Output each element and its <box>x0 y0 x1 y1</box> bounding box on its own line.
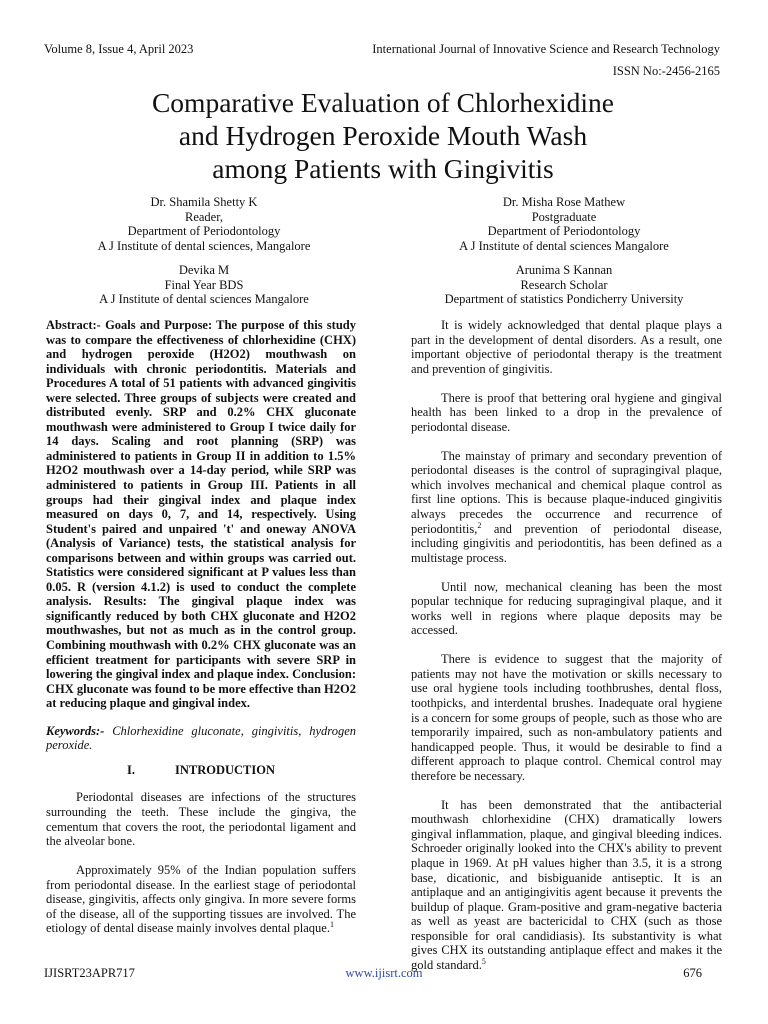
author-institution: Department of statistics Pondicherry University <box>444 292 684 307</box>
section-title: INTRODUCTION <box>174 762 275 777</box>
author-institution: A J Institute of dental sciences, Mangalore <box>97 238 311 253</box>
section-heading <box>46 763 356 778</box>
left-column <box>46 318 356 950</box>
author-name: Arunima S Kannan <box>515 263 613 277</box>
body-paragraph: Approximately 95% of the Indian population suffers from periodontal disease. In the earliest stage of periodontal disease, gingivitis, affects only gingiva. In more severe forms of the disease, all of the supporting tissues are involved. The etiology of dental disease mainly involves dental plaque.$^1$ <box>46 863 356 936</box>
citation-ref: 1 <box>329 920 334 930</box>
section-number: I. <box>126 762 135 777</box>
citation-ref: 5 <box>481 956 486 966</box>
author-institution: A J Institute of dental sciences Mangalore <box>99 292 309 307</box>
body-paragraph: There is proof that bettering oral hygiene and gingival health has been linked to a drop in the prevalence of periodontal disease. <box>411 390 722 434</box>
journal-url-link[interactable]: www.ijisrt.com <box>345 966 423 980</box>
paper-title <box>60 86 706 185</box>
author-role: Postgraduate <box>531 209 597 224</box>
abstract: Abstract:- Goals and Purpose: The purpose of this study was to compare the effectiveness of chlorhexidine (CHX) and hydrogen peroxide (H2O2) mouthwash on individuals with chronic periodontitis. Materials and Procedures A total of 51 patients with advanced gingivitis were selected. Three groups of subjects were created and distributed evenly. SRP and 0.2% CHX gluconate mouthwash were administered to Group I twice daily for 14 days. Scaling and root planning (SRP) was administered to patients in Group II in addition to 1.5% H2O2 mouthwash over a 14-day period, while SRP was administered to patients in Group III. Patients in all groups had their gingival index and plaque index measured on days 0, 7, and 14, respectively. Using Student's paired and unpaired 't' and oneway ANOVA (Analysis of Variance) tests, the statistical analysis for comparisons between and within groups was carried out. Statistics were considered significant at P values less than 0.05. R (version 4.1.2) is used to conduct the complete analysis. Results: The gingival plaque index was significantly reduced by both CHX gluconate and H2O2 mouthwashes, but not as much as in the control group. Combining mouthwash with 0.2% CHX gluconate was an efficient treatment for participants with severe SRP in lowering the gingival index and plaque index. Conclusion: CHX gluconate was found to be more effective than H2O2 at reducing plaque and gingival index. <box>46 318 356 711</box>
keywords <box>46 724 356 753</box>
issn: ISSN No:-2456-2165 <box>612 64 720 78</box>
keywords-label: Keywords:- <box>46 723 105 738</box>
author-name: Dr. Shamila Shetty K <box>150 195 258 209</box>
body-paragraph: Until now, mechanical cleaning has been the most popular technique for reducing supragingival plaque, and it works well in regions where plaque deposits may be accessed. <box>411 579 722 638</box>
title-line: and Hydrogen Peroxide Mouth Wash <box>178 120 588 151</box>
citation-ref: 2 <box>477 520 482 530</box>
author-role: Final Year BDS <box>164 277 244 292</box>
body-paragraph: It is widely acknowledged that dental plaque plays a part in the development of dental disorders. As a result, one important objective of periodontal therapy is the treatment and prevention of gingivitis. <box>411 318 722 376</box>
author-department: Department of Periodontology <box>127 224 281 239</box>
page-number: 676 <box>683 966 702 980</box>
author-name: Devika M <box>178 263 230 277</box>
keywords-text: Chlorhexidine gluconate, gingivitis, hydrogen peroxide. <box>46 723 356 753</box>
author-block <box>80 195 328 253</box>
author-block <box>430 263 698 307</box>
author-role: Research Scholar <box>520 277 608 292</box>
author-department: Department of Periodontology <box>487 224 641 239</box>
author-institution: A J Institute of dental sciences Mangalore <box>459 238 669 253</box>
article-id: IJISRT23APR717 <box>44 966 135 980</box>
author-name: Dr. Misha Rose Mathew <box>502 195 626 209</box>
body-paragraph: The mainstay of primary and secondary prevention of periodontal diseases is the control of supragingival plaque, which involves mechanical and chemical plaque control as first line options. This is because plaque-induced gingivitis always precedes the occurrence and recurrence of periodontitis,$^2$ and prevention of periodontal disease, including gingivitis and periodontitis, has been defined as a multistage process. <box>411 448 722 565</box>
title-line: among Patients with Gingivitis <box>212 153 554 184</box>
title-line: Comparative Evaluation of Chlorhexidine <box>151 87 615 118</box>
right-column <box>411 318 722 987</box>
journal-name: International Journal of Innovative Science and Research Technology <box>372 42 720 56</box>
author-block <box>80 263 328 307</box>
body-paragraph: Periodontal diseases are infections of the structures surrounding the teeth. These include the gingiva, the cementum that covers the root, the periodontal ligament and the alveolar bone. <box>46 790 356 849</box>
body-paragraph: There is evidence to suggest that the majority of patients may not have the motivation or skills necessary to use oral hygiene tools including toothbrushes, dental floss, toothpicks, and interdental brushes. Inadequate oral hygiene is a concern for some groups of people, such as those who are temporarily impaired, such as non-ambulatory patients and handicapped people. Thus, it would be desirable to find a different approach to plaque control. Chemical control may therefore be necessary. <box>411 652 722 783</box>
author-block <box>430 195 698 253</box>
volume-issue: Volume 8, Issue 4, April 2023 <box>44 42 194 56</box>
body-paragraph: It has been demonstrated that the antibacterial mouthwash chlorhexidine (CHX) dramatically lowers gingival inflammation, plaque, and gingival bleeding indices. Schroeder originally looked into the CHX's ability to prevent plaque in 1969. At pH values higher than 3.5, it is a strong base, dicationic, and bisbiguanide antiseptic. It is an antiplaque and an antigingivitis agent because it prevents the buildup of plaque. Gram-positive and gram-negative bacteria as well as yeast are bactericidal to CHX (such as those responsible for oral candidiasis). Its substantivity is what gives CHX its outstanding antiplaque effect and makes it the gold standard.$^5$ <box>411 797 722 972</box>
author-role: Reader, <box>184 209 224 224</box>
